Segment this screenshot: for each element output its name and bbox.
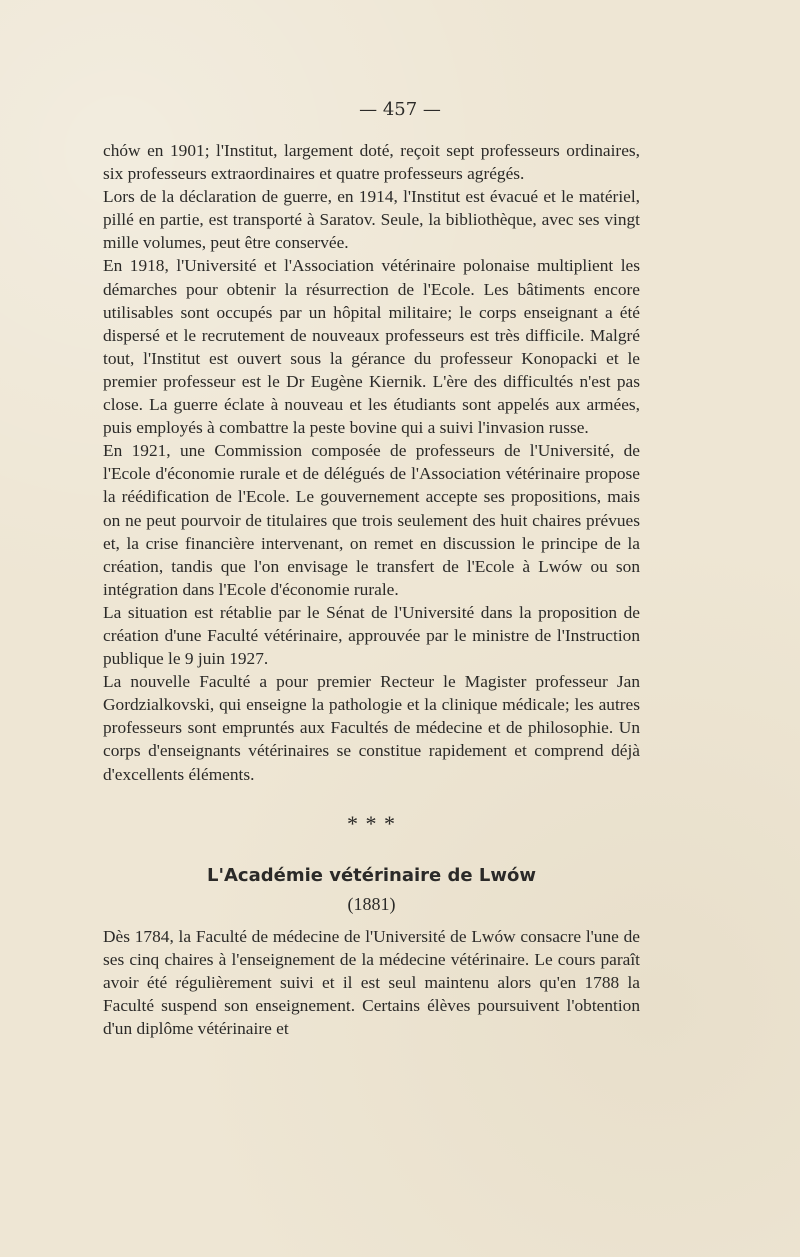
page-number: — 457 —: [359, 99, 441, 120]
section-year: (1881): [347, 893, 396, 914]
paragraph-4: En 1921, une Commission composée de professeurs de l'Université, de l'Ecole d'économie rurale et de délégués de l'Association vétérinaire propose la réédification de l'Ecole. Le gouvernement accepte ses propositions, mais on ne peut pourvoir de titulaires que trois seulement des huit chaires prévues et, la crise financière intervenant, on remet en discussion le principe de la création, tandis que l'on envisage le transfert de l'Ecole à Lwów ou son intégration dans l'Ecole d'économie rurale.: [103, 441, 640, 599]
paragraph-1: chów en 1901; l'Institut, largement doté, reçoit sept professeurs ordinaires, six professeurs extraordinaires et quatre professeurs agrégés.: [103, 141, 640, 184]
section-paragraph-1: Dès 1784, la Faculté de médecine de l'Université de Lwów consacre l'une de ses cinq chaires à l'enseignement de la médecine vétérinaire. Le cours paraît avoir été régulièrement suivi et il est seul maintenu alors qu'en 1788 la Faculté suspend son enseignement. Certains élèves poursuivent l'obtention d'un diplôme vétérinaire et: [103, 926, 640, 1038]
section-separator-asterisks: * * *: [347, 810, 396, 836]
paragraph-2: Lors de la déclaration de guerre, en 1914, l'Institut est évacué et le matériel, pillé en partie, est transporté à Saratov. Seule, la bibliothèque, avec ses vingt mille volumes, peut être conservée.: [103, 187, 640, 253]
paragraph-6: La nouvelle Faculté a pour premier Recteur le Magister professeur Jan Gordzialkovski, qui enseigne la pathologie et la clinique médicale; les autres professeurs sont empruntés aux Facultés de médecine et de philosophie. Un corps d'enseignants vétérinaires se constitue rapidement et comprend déjà d'excellents éléments.: [103, 672, 640, 784]
main-text-block: [103, 139, 640, 1040]
section-title: L'Académie vétérinaire de Lwów: [207, 864, 536, 886]
paragraph-3: En 1918, l'Université et l'Association vétérinaire polonaise multiplient les démarches pour obtenir la résurrection de l'Ecole. Les bâtiments encore utilisables sont occupés par un hôpital militaire; le corps enseignant a été dispersé et le recrutement de nouveaux professeurs est très difficile. Malgré tout, l'Institut est ouvert sous la gérance du professeur Konopacki et le premier professeur est le Dr Eugène Kiernik. L'ère des difficultés n'est pas close. La guerre éclate à nouveau et les étudiants sont appelés aux armées, puis employés à combattre la peste bovine qui a suivi l'invasion russe.: [103, 256, 640, 438]
paragraph-5: La situation est rétablie par le Sénat de l'Université dans la proposition de création d'une Faculté vétérinaire, approuvée par le ministre de l'Instruction publique le 9 juin 1927.: [103, 602, 640, 669]
